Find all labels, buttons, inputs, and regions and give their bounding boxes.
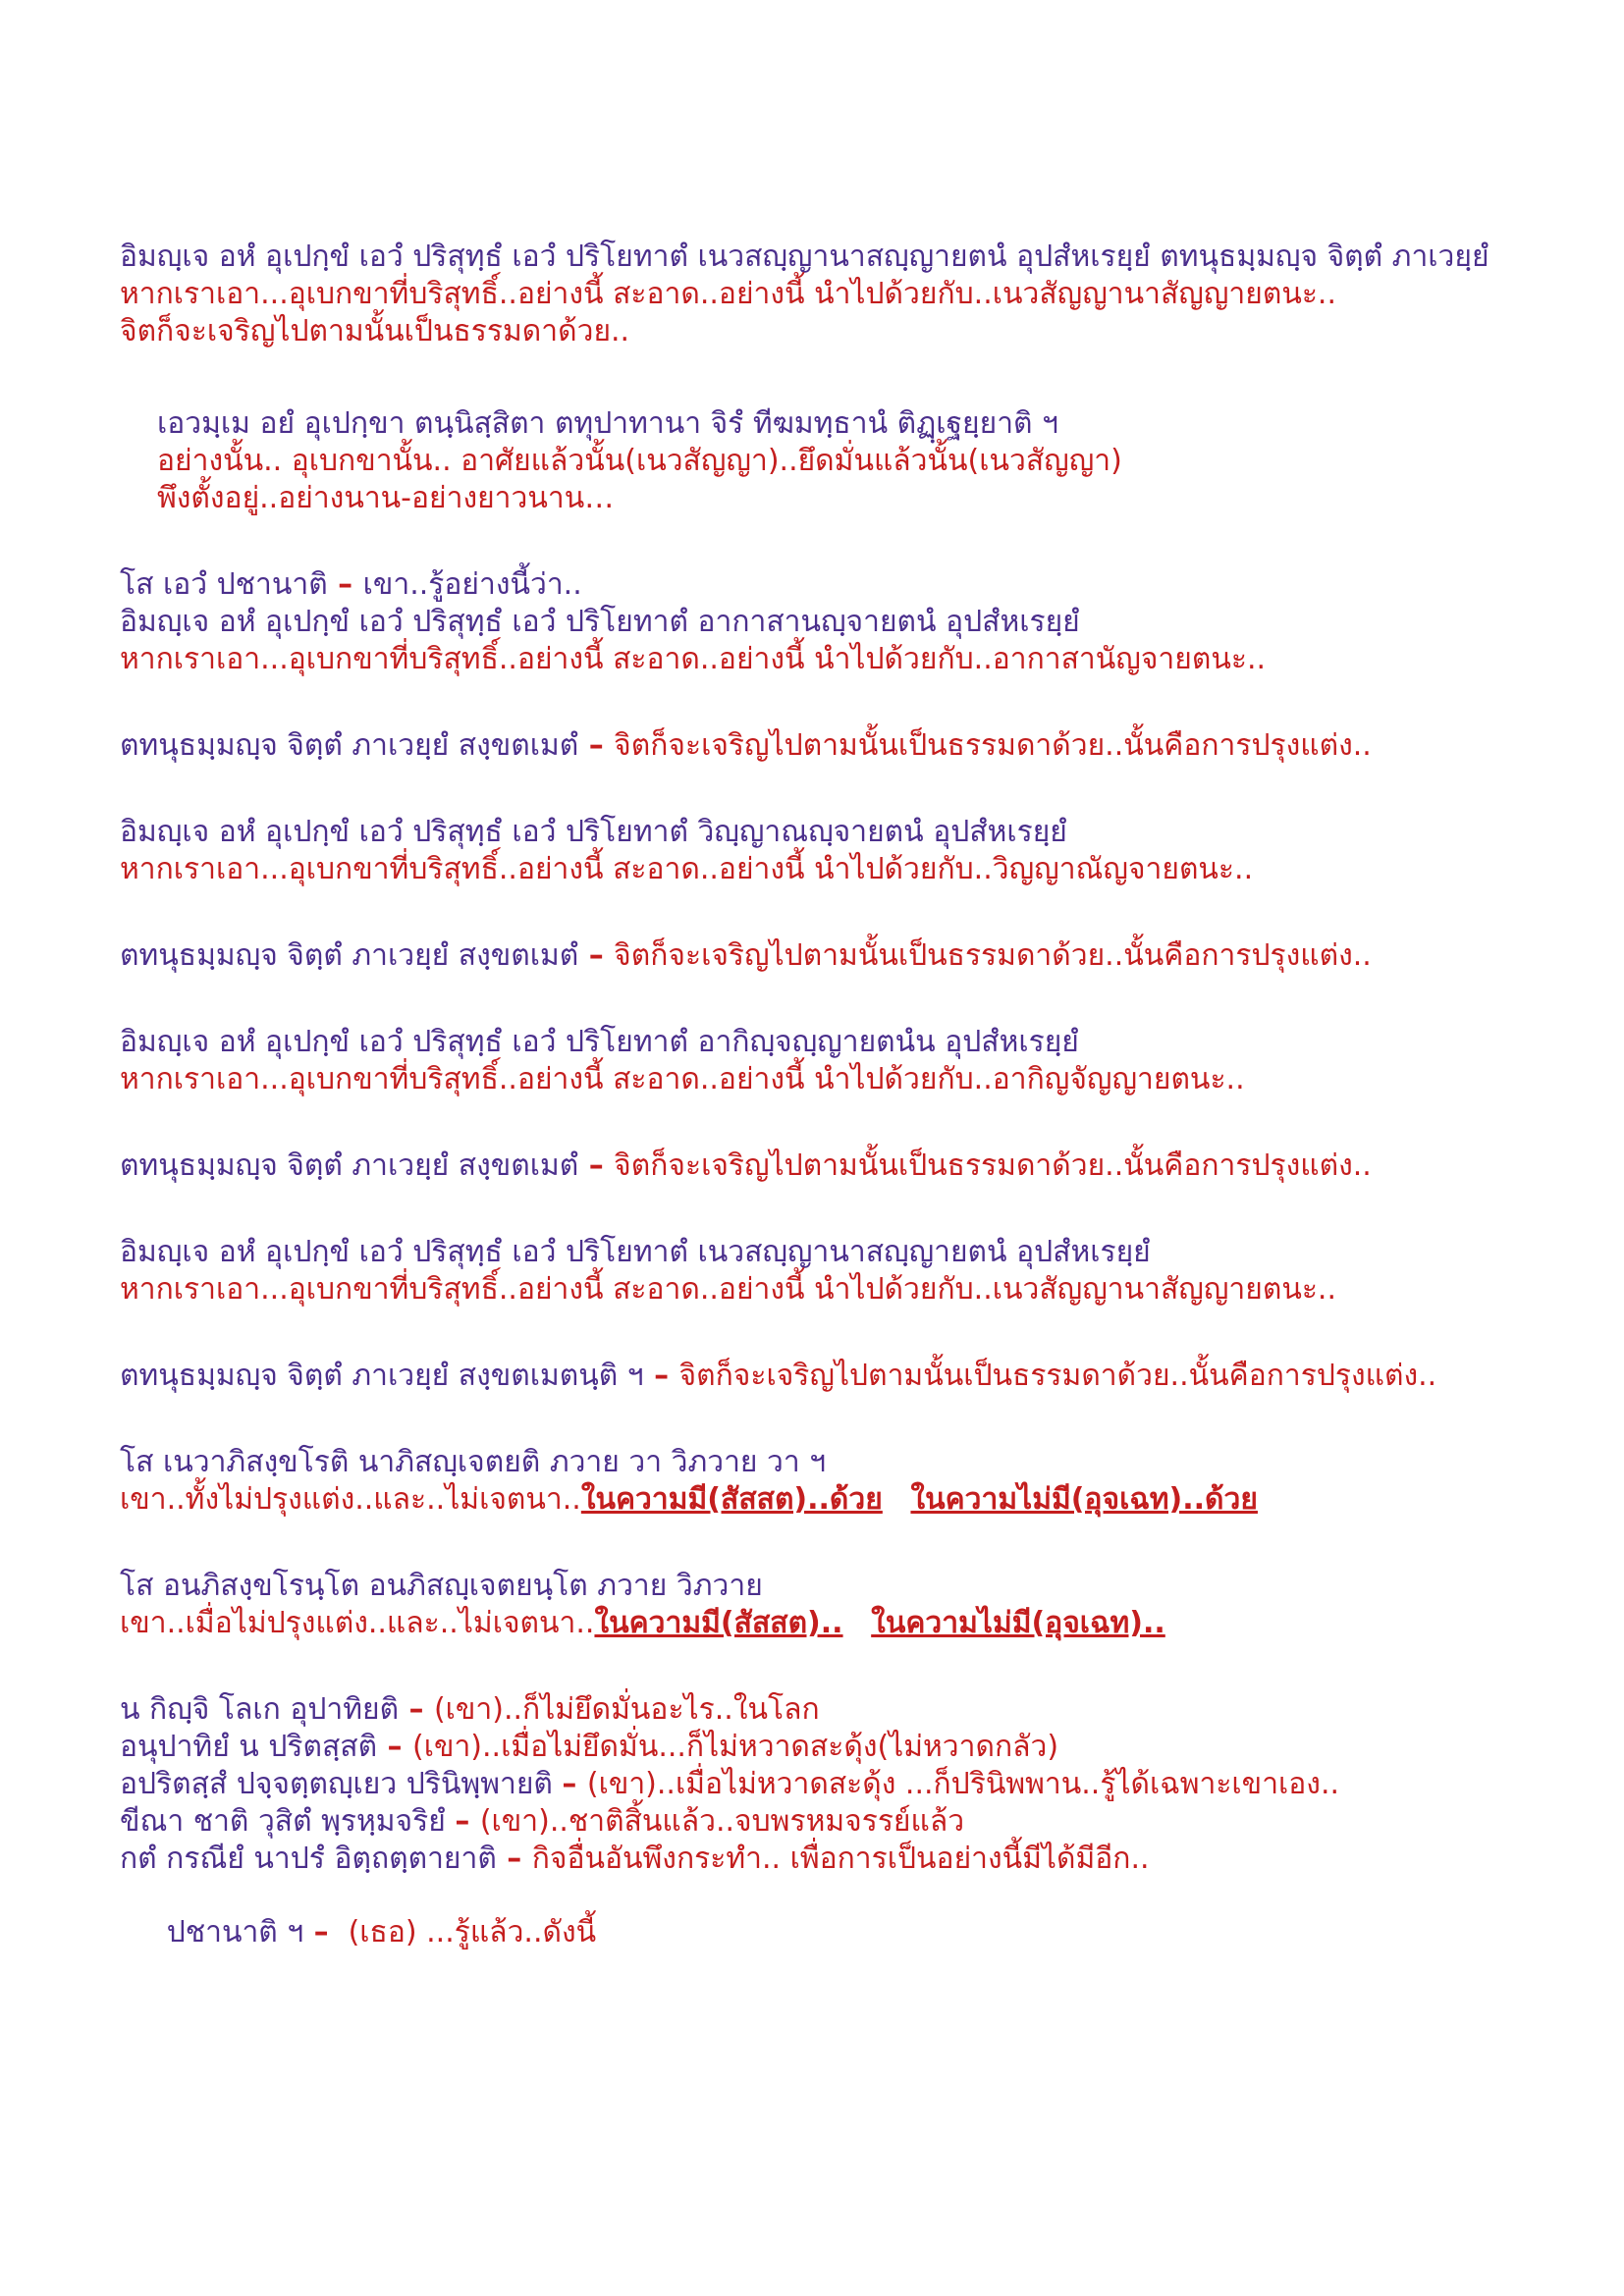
dash-separator: –: [643, 1359, 679, 1393]
spacer: [883, 1482, 911, 1517]
mixed-line: [120, 1766, 1339, 1802]
pali-text: น กิญฺจิ โลเก อุปาทิยติ: [120, 1692, 400, 1727]
mixed-line: [120, 1878, 596, 1987]
pali-line: อิมญฺเจ อหํ อุเปกฺขํ เอวํ ปริสุทฺธํ เอวํ ปริโยทาตํ เนวสญฺญานาสญฺญายตนํ อุปสํหเรยฺยํ ตทนุธมฺมญฺจ จิตฺตํ ภาเวยฺยํ: [120, 240, 1489, 274]
thai-text: (เธอ) ...รู้แล้ว..ดังนี้: [339, 1915, 597, 1949]
dash-separator: –: [399, 1692, 434, 1727]
pali-line: อิมญฺเจ อหํ อุเปกฺขํ เอวํ ปริสุทฺธํ เอวํ ปริโยทาตํ อากิญฺจญฺญายตนํน อุปสํหเรยฺยํ: [120, 1025, 1079, 1059]
dash-separator: –: [327, 567, 363, 602]
thai-line: จิตก็จะเจริญไปตามนั้นเป็นธรรมดาด้วย..: [120, 314, 630, 348]
mixed-line: [120, 1803, 964, 1840]
thai-text: เขา..เมื่อไม่ปรุงแต่ง..และ..ไม่เจตนา..: [120, 1606, 595, 1640]
dash-separator: –: [303, 1915, 340, 1949]
mixed-line: [120, 1358, 1436, 1394]
thai-text: กิจอื่นอันพึงกระทำ.. เพื่อการเป็นอย่างนี้มีได้มีอีก..: [531, 1842, 1150, 1876]
pali-text: ตทนุธมฺมญฺจ จิตฺตํ ภาเวยฺยํ สงฺขตเมตํ: [120, 1148, 579, 1183]
dash-separator: –: [578, 1148, 615, 1183]
dash-separator: –: [578, 728, 615, 763]
thai-text: (เขา)..เมื่อไม่หวาดสะดุ้ง ...ก็ปรินิพพาน..รู้ได้เฉพาะเขาเอง..: [586, 1767, 1340, 1801]
dash-separator: –: [377, 1730, 412, 1764]
thai-text: จิตก็จะเจริญไปตามนั้นเป็นธรรมดาด้วย..นั้นคือการปรุงแต่ง..: [614, 728, 1372, 763]
thai-text: เขา..รู้อย่างนี้ว่า..: [362, 567, 582, 602]
pali-text: โส เอวํ ปชานาติ: [120, 567, 328, 602]
pali-line: เอวมฺเม อยํ อุเปกฺขา ตนฺนิสฺสิตา ตทุปาทานา จิรํ ทีฆมทฺธานํ ติฏฺเฐยฺยาติ ฯ: [157, 406, 1058, 441]
thai-line: หากเราเอา...อุเบกขาที่บริสุทธิ์..อย่างนี้ สะอาด..อย่างนี้ นำไปด้วยกับ..วิญญาณัญจายตนะ..: [120, 852, 1254, 886]
pali-text: ขีณา ชาติ วุสิตํ พฺรหฺมจริยํ: [120, 1804, 456, 1839]
dash-separator: –: [578, 938, 615, 973]
dash-separator: –: [455, 1804, 480, 1839]
thai-text: จิตก็จะเจริญไปตามนั้นเป็นธรรมดาด้วย..นั้นคือการปรุงแต่ง..: [614, 1148, 1372, 1183]
thai-text: เขา..ทั้งไม่ปรุงแต่ง..และ..ไม่เจตนา..: [120, 1482, 581, 1517]
underlined-phrase: ในความมี(สัสสต)..ด้วย: [580, 1482, 883, 1517]
pali-text: อนุปาทิยํ น ปริตสฺสติ: [120, 1730, 378, 1764]
pali-text: ปชานาติ ฯ: [157, 1915, 304, 1949]
spacer: [843, 1606, 872, 1640]
thai-line: หากเราเอา...อุเบกขาที่บริสุทธิ์..อย่างนี้ สะอาด..อย่างนี้ นำไปด้วยกับ..เนวสัญญานาสัญญายตนะ..: [120, 277, 1337, 311]
pali-line: โส อนภิสงฺขโรนฺโต อนภิสญฺเจตยนฺโต ภวาย วิภวาย: [120, 1569, 763, 1603]
thai-line: หากเราเอา...อุเบกขาที่บริสุทธิ์..อย่างนี้ สะอาด..อย่างนี้ นำไปด้วยกับ..อากิญจัญญายตนะ..: [120, 1062, 1245, 1096]
underlined-phrase: ในความไม่มี(อุจเฉท)..ด้วย: [910, 1482, 1258, 1517]
mixed-line: [120, 937, 1372, 974]
thai-line: [120, 1481, 1258, 1518]
pali-line: โส เนวาภิสงฺขโรติ นาภิสญฺเจตยติ ภวาย วา วิภวาย วา ฯ: [120, 1445, 827, 1479]
pali-text: ตทนุธมฺมญฺจ จิตฺตํ ภาเวยฺยํ สงฺขตเมตนฺติ ฯ: [120, 1359, 644, 1393]
pali-line: อิมญฺเจ อหํ อุเปกฺขํ เอวํ ปริสุทฺธํ เอวํ ปริโยทาตํ เนวสญฺญานาสญฺญายตนํ อุปสํหเรยฺยํ: [120, 1235, 1151, 1269]
pali-text: กตํ กรณียํ นาปรํ อิตฺถตฺตายาติ: [120, 1842, 497, 1876]
underlined-phrase: ในความไม่มี(อุจเฉท)..: [871, 1606, 1165, 1640]
thai-text: (เขา)..ก็ไม่ยึดมั่นอะไร..ในโลก: [433, 1692, 820, 1727]
dash-separator: –: [496, 1842, 532, 1876]
mixed-line: [120, 727, 1372, 764]
pali-line: อิมญฺเจ อหํ อุเปกฺขํ เอวํ ปริสุทฺธํ เอวํ ปริโยทาตํ วิญฺญาณญฺจายตนํ อุปสํหเรยฺยํ: [120, 815, 1067, 849]
pali-line: อิมญฺเจ อหํ อุเปกฺขํ เอวํ ปริสุทฺธํ เอวํ ปริโยทาตํ อากาสานญฺจายตนํ อุปสํหเรยฺยํ: [120, 605, 1080, 639]
underlined-phrase: ในความมี(สัสสต)..: [594, 1606, 843, 1640]
thai-line: [120, 1605, 1165, 1641]
pali-text: ตทนุธมฺมญฺจ จิตฺตํ ภาเวยฺยํ สงฺขตเมตํ: [120, 938, 579, 973]
thai-line: พึงตั้งอยู่..อย่างนาน-อย่างยาวนาน…: [157, 481, 615, 515]
thai-line: หากเราเอา...อุเบกขาที่บริสุทธิ์..อย่างนี้ สะอาด..อย่างนี้ นำไปด้วยกับ..อากาสานัญจายตนะ..: [120, 642, 1267, 676]
mixed-line: [120, 1729, 1058, 1765]
thai-text: (เขา)..เมื่อไม่ยึดมั่น...ก็ไม่หวาดสะดุ้ง(ไม่หวาดกลัว): [411, 1730, 1059, 1764]
mixed-line: [120, 566, 582, 603]
dash-separator: –: [562, 1767, 587, 1801]
pali-text: ตทนุธมฺมญฺจ จิตฺตํ ภาเวยฺยํ สงฺขตเมตํ: [120, 728, 579, 763]
mixed-line: [120, 1841, 1150, 1877]
mixed-line: [120, 1691, 820, 1728]
thai-text: (เขา)..ชาติสิ้นแล้ว..จบพรหมจรรย์แล้ว: [479, 1804, 965, 1839]
mixed-line: [120, 1148, 1372, 1184]
thai-line: หากเราเอา...อุเบกขาที่บริสุทธิ์..อย่างนี้ สะอาด..อย่างนี้ นำไปด้วยกับ..เนวสัญญานาสัญญายตนะ..: [120, 1272, 1337, 1307]
thai-text: จิตก็จะเจริญไปตามนั้นเป็นธรรมดาด้วย..นั้นคือการปรุงแต่ง..: [614, 938, 1372, 973]
thai-line: อย่างนั้น.. อุเบกขานั้น.. อาศัยแล้วนั้น(เนวสัญญา)..ยึดมั่นแล้วนั้น(เนวสัญญา): [157, 444, 1122, 478]
pali-text: อปริตสฺสํ ปจฺจตฺตญฺเยว ปรินิพฺพายติ: [120, 1767, 563, 1801]
thai-text: จิตก็จะเจริญไปตามนั้นเป็นธรรมดาด้วย..นั้นคือการปรุงแต่ง..: [678, 1359, 1437, 1393]
